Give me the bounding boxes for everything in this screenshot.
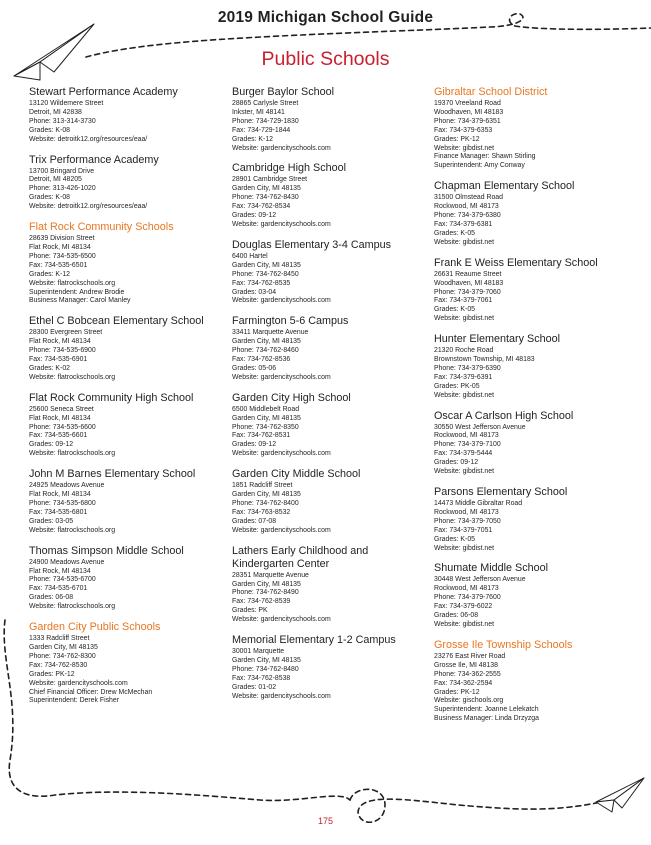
entry-detail-line: Phone: 734-379-6351: [434, 117, 501, 125]
entry-detail-line: Website: flatrockschools.org: [29, 450, 116, 458]
entry-detail-line: Phone: 313-314-3730: [29, 117, 96, 125]
entry-detail-line: Website: flatrockschools.org: [29, 279, 116, 287]
school-entry: [29, 315, 224, 382]
district-entry: [434, 639, 644, 724]
entry-detail-line: Rockwood, MI 48173: [434, 203, 499, 211]
entry-detail-line: Garden City, MI 48135: [29, 643, 98, 651]
school-name: Oscar A Carlson High School: [434, 409, 574, 422]
entry-detail-line: Grades: 09-12: [232, 441, 277, 449]
entry-detail-line: 31500 Olmstead Road: [434, 194, 503, 202]
school-entry: [232, 392, 427, 459]
entry-detail-line: Website: gardencityschools.com: [232, 450, 331, 458]
entry-detail-line: Phone: 734-379-7600: [434, 594, 501, 602]
entry-detail-line: Phone: 734-535-6900: [29, 347, 96, 355]
entry-detail-line: Garden City, MI 48135: [232, 414, 301, 422]
school-entry: [29, 392, 224, 459]
entry-detail-line: Fax: 734-535-6601: [29, 432, 88, 440]
entry-detail-line: 23276 East River Road: [434, 652, 506, 660]
entry-detail-line: Woodhaven, MI 48183: [434, 279, 504, 287]
school-entry: [434, 257, 644, 324]
entry-detail-line: Grades: K-05: [434, 229, 475, 237]
school-name: Lathers Early Childhood and Kindergarten Center: [232, 544, 369, 570]
entry-detail-line: Superintendent: Amy Conway: [434, 162, 525, 170]
entry-detail-line: Fax: 734-362-2594: [434, 679, 493, 687]
entry-detail-line: Phone: 734-379-6390: [434, 364, 501, 372]
school-name: Ethel C Bobcean Elementary School: [29, 315, 204, 328]
school-entry: [232, 315, 427, 382]
entry-detail-line: 13700 Bringard Drive: [29, 167, 95, 175]
entry-detail-line: 28300 Evergreen Street: [29, 329, 103, 337]
entry-detail-line: Website: gardencityschools.com: [232, 297, 331, 305]
entry-detail-line: Website: gardencityschools.com: [232, 144, 331, 152]
entry-detail-line: Fax: 734-379-7051: [434, 526, 493, 534]
school-entry: [434, 562, 644, 629]
entry-detail-line: Phone: 313-426-1020: [29, 185, 96, 193]
entry-detail-line: 24900 Meadows Avenue: [29, 558, 105, 566]
entry-detail-line: 19370 Vreeland Road: [434, 100, 501, 107]
entry-detail-line: Superintendent: Andrew Brodie: [29, 288, 125, 296]
entry-detail-line: Website: gibdist.net: [434, 620, 495, 628]
page-header-title: 2019 Michigan School Guide: [217, 9, 434, 26]
entry-detail-line: 30001 Marquette: [232, 648, 285, 656]
entry-detail-line: Fax: 734-762-8538: [232, 674, 291, 682]
school-name: Shumate Middle School: [434, 562, 549, 575]
school-entry: [434, 180, 644, 247]
school-entry: [29, 154, 224, 213]
entry-detail-line: Grades: 06-08: [434, 612, 479, 620]
entry-detail-line: Phone: 734-762-8450: [232, 270, 299, 278]
entry-detail-line: Phone: 734-762-8430: [232, 194, 299, 202]
entry-detail-line: Website: flatrockschools.org: [29, 603, 116, 611]
entry-detail-line: Website: detroitk12.org/resources/eaa/: [29, 135, 148, 143]
entry-detail-line: 33411 Marquette Avenue: [232, 329, 309, 337]
entry-detail-line: Grades: 05-06: [232, 364, 277, 372]
entry-detail-line: Inkster, MI 48141: [232, 108, 285, 116]
entry-detail-line: 6400 Hartel: [232, 252, 268, 260]
school-name: Chapman Elementary School: [434, 180, 575, 193]
school-name: Burger Baylor School: [232, 86, 335, 98]
school-name: Hunter Elementary School: [434, 333, 561, 346]
entry-detail-line: Grades: K-05: [434, 306, 475, 314]
entry-detail-line: 24925 Meadows Avenue: [29, 482, 105, 490]
school-entry: [232, 634, 427, 701]
school-name: Memorial Elementary 1-2 Campus: [232, 634, 396, 647]
entry-detail-line: Phone: 734-762-8400: [232, 500, 299, 507]
entry-detail-line: Website: gardencityschools.com: [232, 220, 331, 228]
entry-detail-line: Rockwood, MI 48173: [434, 432, 499, 440]
entry-detail-line: Grosse Ile, MI 48138: [434, 661, 498, 669]
entry-detail-line: Website: gibdist.net: [434, 238, 495, 246]
school-name: Farmington 5-6 Campus: [232, 315, 349, 328]
school-entry: [232, 86, 427, 153]
entry-detail-line: Grades: 01-02: [232, 683, 277, 691]
entry-detail-line: Grades: 03-04: [232, 288, 277, 296]
paper-plane-icon: [596, 778, 644, 812]
entry-detail-line: Fax: 734-535-6501: [29, 261, 88, 269]
entry-detail-line: Phone: 734-362-2555: [434, 670, 501, 678]
entry-detail-line: Flat Rock, MI 48134: [29, 243, 91, 251]
school-entry: [434, 486, 644, 553]
entry-detail-line: Grades: 09-12: [29, 441, 74, 449]
entry-detail-line: Website: gibdist.net: [434, 468, 495, 476]
entry-detail-line: 26631 Reaume Street: [434, 270, 502, 278]
entry-detail-line: Grades: PK-12: [434, 135, 480, 143]
entry-detail-line: Garden City, MI 48135: [232, 261, 301, 269]
entry-detail-line: Phone: 734-762-8490: [232, 589, 299, 597]
entry-detail-line: Fax: 734-729-1844: [232, 126, 291, 134]
entry-detail-line: 14473 Middle Gibraltar Road: [434, 500, 523, 507]
entry-detail-line: 30448 West Jefferson Avenue: [434, 576, 526, 584]
entry-detail-line: Phone: 734-379-7060: [434, 288, 501, 296]
entry-detail-line: Fax: 734-379-7061: [434, 297, 493, 305]
entry-detail-line: Fax: 734-535-6901: [29, 356, 88, 364]
school-column-3: [434, 86, 644, 733]
entry-detail-line: Website: gibdist.net: [434, 391, 495, 399]
school-name: John M Barnes Elementary School: [29, 468, 196, 481]
entry-detail-line: Phone: 734-762-8460: [232, 347, 299, 355]
school-name: Frank E Weiss Elementary School: [434, 256, 598, 269]
entry-detail-line: Brownstown Township, MI 48183: [434, 356, 535, 364]
entry-detail-line: Grades: K-12: [232, 135, 273, 143]
entry-detail-line: Grades: K-08: [29, 194, 70, 202]
entry-detail-line: Fax: 734-379-6022: [434, 603, 493, 611]
entry-detail-line: Garden City, MI 48135: [232, 656, 301, 664]
school-entry: [232, 468, 427, 535]
entry-detail-line: Fax: 734-762-8535: [232, 279, 291, 287]
entry-detail-line: Superintendent: Derek Fisher: [29, 697, 120, 705]
entry-detail-line: Website: gibdist.net: [434, 144, 495, 152]
entry-detail-line: Flat Rock, MI 48134: [29, 491, 91, 499]
entry-detail-line: Phone: 734-762-8350: [232, 423, 299, 431]
school-entry: [434, 410, 644, 477]
entry-detail-line: Fax: 734-379-6381: [434, 220, 493, 228]
entry-detail-line: Chief Financial Officer: Drew McMechan: [29, 688, 153, 696]
entry-detail-line: Business Manager: Linda Drzyzga: [434, 715, 539, 723]
district-name: Grosse Ile Township Schools: [434, 638, 573, 651]
entry-detail-line: 28865 Carlysle Street: [232, 100, 299, 107]
entry-detail-line: Rockwood, MI 48173: [434, 508, 499, 516]
school-name: Garden City Middle School: [232, 468, 361, 481]
entry-detail-line: Fax: 734-763-8532: [232, 508, 291, 516]
entry-detail-line: Phone: 734-729-1830: [232, 117, 299, 125]
entry-detail-line: Phone: 734-762-8300: [29, 652, 96, 660]
entry-detail-line: Grades: K-02: [29, 364, 70, 372]
entry-detail-line: Fax: 734-762-8531: [232, 432, 291, 440]
entry-detail-line: Website: flatrockschools.org: [29, 526, 116, 534]
entry-detail-line: Phone: 734-535-6800: [29, 500, 96, 507]
entry-detail-line: Fax: 734-379-6391: [434, 373, 493, 381]
entry-detail-line: Garden City, MI 48135: [232, 338, 301, 346]
school-entry: [29, 86, 224, 145]
entry-detail-line: 21320 Roche Road: [434, 347, 494, 355]
entry-detail-line: Grades: 09-12: [434, 459, 479, 467]
entry-detail-line: Business Manager: Carol Manley: [29, 297, 131, 305]
entry-detail-line: Rockwood, MI 48173: [434, 585, 499, 593]
entry-detail-line: Fax: 734-379-5444: [434, 450, 493, 458]
entry-detail-line: Website: gibdist.net: [434, 544, 495, 552]
entry-detail-line: Grades: 03-05: [29, 517, 74, 525]
entry-detail-line: Phone: 734-379-7050: [434, 517, 501, 525]
school-name: Trix Performance Academy: [29, 153, 159, 166]
section-title: Public Schools: [261, 48, 390, 70]
district-entry: [29, 621, 224, 706]
entry-detail-line: Flat Rock, MI 48134: [29, 414, 91, 422]
school-name: Garden City High School: [232, 391, 351, 404]
entry-detail-line: Website: detroitk12.org/resources/eaa/: [29, 203, 148, 211]
entry-detail-line: Phone: 734-379-7100: [434, 441, 501, 449]
entry-detail-line: Fax: 734-762-8534: [232, 203, 291, 211]
entry-detail-line: Grades: 07-08: [232, 517, 277, 525]
entry-detail-line: Garden City, MI 48135: [232, 185, 301, 193]
entry-detail-line: Website: gardencityschools.com: [232, 692, 331, 700]
district-entry: [434, 86, 644, 171]
entry-detail-line: 28351 Marquette Avenue: [232, 571, 309, 579]
entry-detail-line: Phone: 734-762-8480: [232, 665, 299, 673]
entry-detail-line: Grades: PK-05: [434, 382, 480, 390]
school-entry: [434, 333, 644, 400]
district-name: Gibraltar School District: [434, 86, 548, 98]
district-name: Garden City Public Schools: [29, 621, 161, 634]
entry-detail-line: Phone: 734-535-6600: [29, 423, 96, 431]
entry-detail-line: 28901 Cambridge Street: [232, 176, 308, 184]
entry-detail-line: Grades: 09-12: [232, 212, 277, 220]
entry-detail-line: Website: gibdist.net: [434, 315, 495, 323]
entry-detail-line: Garden City, MI 48135: [232, 491, 301, 499]
district-name: Flat Rock Community Schools: [29, 221, 174, 234]
entry-detail-line: Flat Rock, MI 48134: [29, 567, 91, 575]
entry-detail-line: 1851 Radcliff Street: [232, 482, 293, 490]
school-entry: [232, 162, 427, 229]
entry-detail-line: Website: gardencityschools.com: [232, 616, 331, 624]
page-number: 175: [317, 816, 334, 826]
school-name: Thomas Simpson Middle School: [29, 544, 184, 557]
entry-detail-line: Phone: 734-379-6380: [434, 212, 501, 220]
entry-detail-line: Grades: PK-12: [29, 670, 75, 678]
entry-detail-line: Fax: 734-762-8536: [232, 356, 291, 364]
entry-detail-line: Grades: K-08: [29, 126, 70, 134]
school-name: Stewart Performance Academy: [29, 86, 178, 98]
school-column-1: [29, 86, 224, 715]
entry-detail-line: Fax: 734-379-6353: [434, 126, 493, 134]
entry-detail-line: Grades: PK-12: [434, 688, 480, 696]
school-column-2: [232, 86, 427, 711]
entry-detail-line: Grades: K-05: [434, 535, 475, 543]
entry-detail-line: Website: gardencityschools.com: [232, 526, 331, 534]
school-entry: [232, 545, 427, 625]
school-name: Douglas Elementary 3-4 Campus: [232, 238, 392, 251]
entry-detail-line: Website: flatrockschools.org: [29, 373, 116, 381]
entry-detail-line: Finance Manager: Shawn Stirling: [434, 153, 536, 161]
entry-detail-line: Website: gardencityschools.com: [29, 679, 128, 687]
entry-detail-line: Woodhaven, MI 48183: [434, 108, 504, 116]
entry-detail-line: Grades: 06-08: [29, 594, 74, 602]
entry-detail-line: 1333 Radcliff Street: [29, 635, 90, 643]
entry-detail-line: 30550 West Jefferson Avenue: [434, 423, 526, 431]
entry-detail-line: Fax: 734-762-8539: [232, 598, 291, 606]
entry-detail-line: Superintendent: Joanne Lelekatch: [434, 706, 539, 714]
entry-detail-line: Garden City, MI 48135: [232, 580, 301, 588]
district-entry: [29, 221, 224, 306]
entry-detail-line: 6500 Middlebelt Road: [232, 405, 300, 413]
entry-detail-line: Fax: 734-762-8530: [29, 661, 88, 669]
entry-detail-line: Detroit, MI 48205: [29, 176, 82, 184]
school-name: Cambridge High School: [232, 162, 347, 175]
entry-detail-line: Fax: 734-535-6801: [29, 508, 88, 516]
school-entry: [29, 468, 224, 535]
entry-detail-line: 13120 Wildemere Street: [29, 100, 104, 107]
school-entry: [232, 239, 427, 306]
entry-detail-line: 28639 Division Street: [29, 235, 95, 243]
school-entry: [29, 545, 224, 612]
school-name: Flat Rock Community High School: [29, 391, 194, 404]
entry-detail-line: Flat Rock, MI 48134: [29, 338, 91, 346]
entry-detail-line: Grades: K-12: [29, 270, 70, 278]
entry-detail-line: Grades: PK: [232, 607, 268, 615]
entry-detail-line: Phone: 734-535-6700: [29, 576, 96, 584]
entry-detail-line: Website: gardencityschools.com: [232, 373, 331, 381]
entry-detail-line: Phone: 734-535-6500: [29, 252, 96, 260]
entry-detail-line: Detroit, MI 42838: [29, 108, 82, 116]
entry-detail-line: Fax: 734-535-6701: [29, 585, 88, 593]
entry-detail-line: Website: gischools.org: [434, 697, 504, 705]
entry-detail-line: 25600 Seneca Street: [29, 405, 94, 413]
school-name: Parsons Elementary School: [434, 486, 568, 498]
